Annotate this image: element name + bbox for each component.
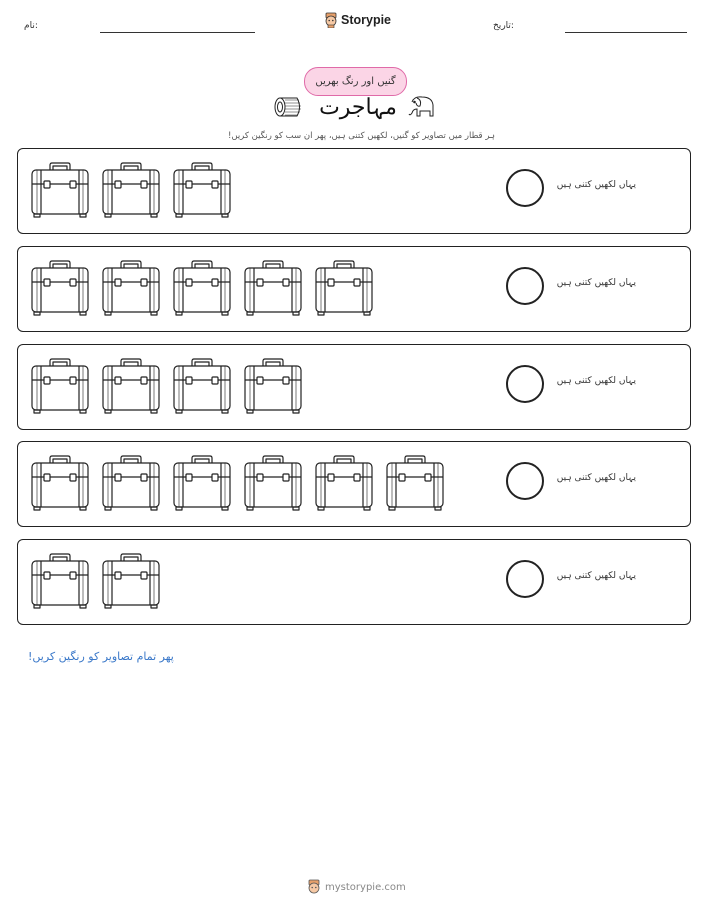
suitcase-icon [171,356,233,416]
answer-label: یہاں لکھیں کتنی ہیں [556,180,636,190]
counting-row [17,441,691,527]
suitcase-icon [29,258,91,318]
answer-label: یہاں لکھیں کتنی ہیں [556,571,636,581]
website-url: mystorypie.com [325,881,406,893]
brand-logo [324,12,391,28]
suitcase-icon [29,356,91,416]
suitcase-icon [171,258,233,318]
answer-circle[interactable] [506,365,544,403]
suitcase-icon [242,356,304,416]
answer-circle[interactable] [506,169,544,207]
suitcase-icon [313,453,375,513]
name-line [100,32,255,33]
date-label: تاریخ: [493,21,514,31]
suitcase-icon [313,258,375,318]
storypie-mascot-icon [307,879,321,895]
suitcase-icon [100,258,162,318]
elephant-icon [406,94,436,120]
rolled-mat-icon [273,94,303,120]
name-label: نام: [24,21,38,31]
suitcase-icon [100,551,162,611]
date-line [565,32,687,33]
suitcase-icon [384,453,446,513]
answer-circle[interactable] [506,462,544,500]
suitcase-icon [100,356,162,416]
counting-row [17,344,691,430]
suitcase-icon [171,453,233,513]
answer-label: یہاں لکھیں کتنی ہیں [556,473,636,483]
answer-circle[interactable] [506,267,544,305]
answer-label: یہاں لکھیں کتنی ہیں [556,376,636,386]
brand-name: Storypie [341,13,392,27]
suitcase-icon [100,160,162,220]
activity-badge: گنیں اور رنگ بھریں [304,67,407,96]
counting-row [17,246,691,332]
counting-row [17,148,691,234]
instructions: ہر قطار میں تصاویر کو گنیں، لکھیں کتنی ہیں، پھر ان سب کو رنگین کریں! [227,131,495,141]
suitcase-icon [29,453,91,513]
storypie-mascot-icon [324,12,338,28]
suitcase-icon [171,160,233,220]
suitcase-icon [29,551,91,611]
answer-label: یہاں لکھیں کتنی ہیں [556,278,636,288]
suitcase-icon [29,160,91,220]
website-footer [307,879,406,895]
suitcase-icon [242,258,304,318]
suitcase-icon [100,453,162,513]
page-title: مہاجرت [319,95,397,120]
footer-note: پھر تمام تصاویر کو رنگین کریں! [28,650,174,663]
suitcase-icon [242,453,304,513]
counting-row [17,539,691,625]
answer-circle[interactable] [506,560,544,598]
